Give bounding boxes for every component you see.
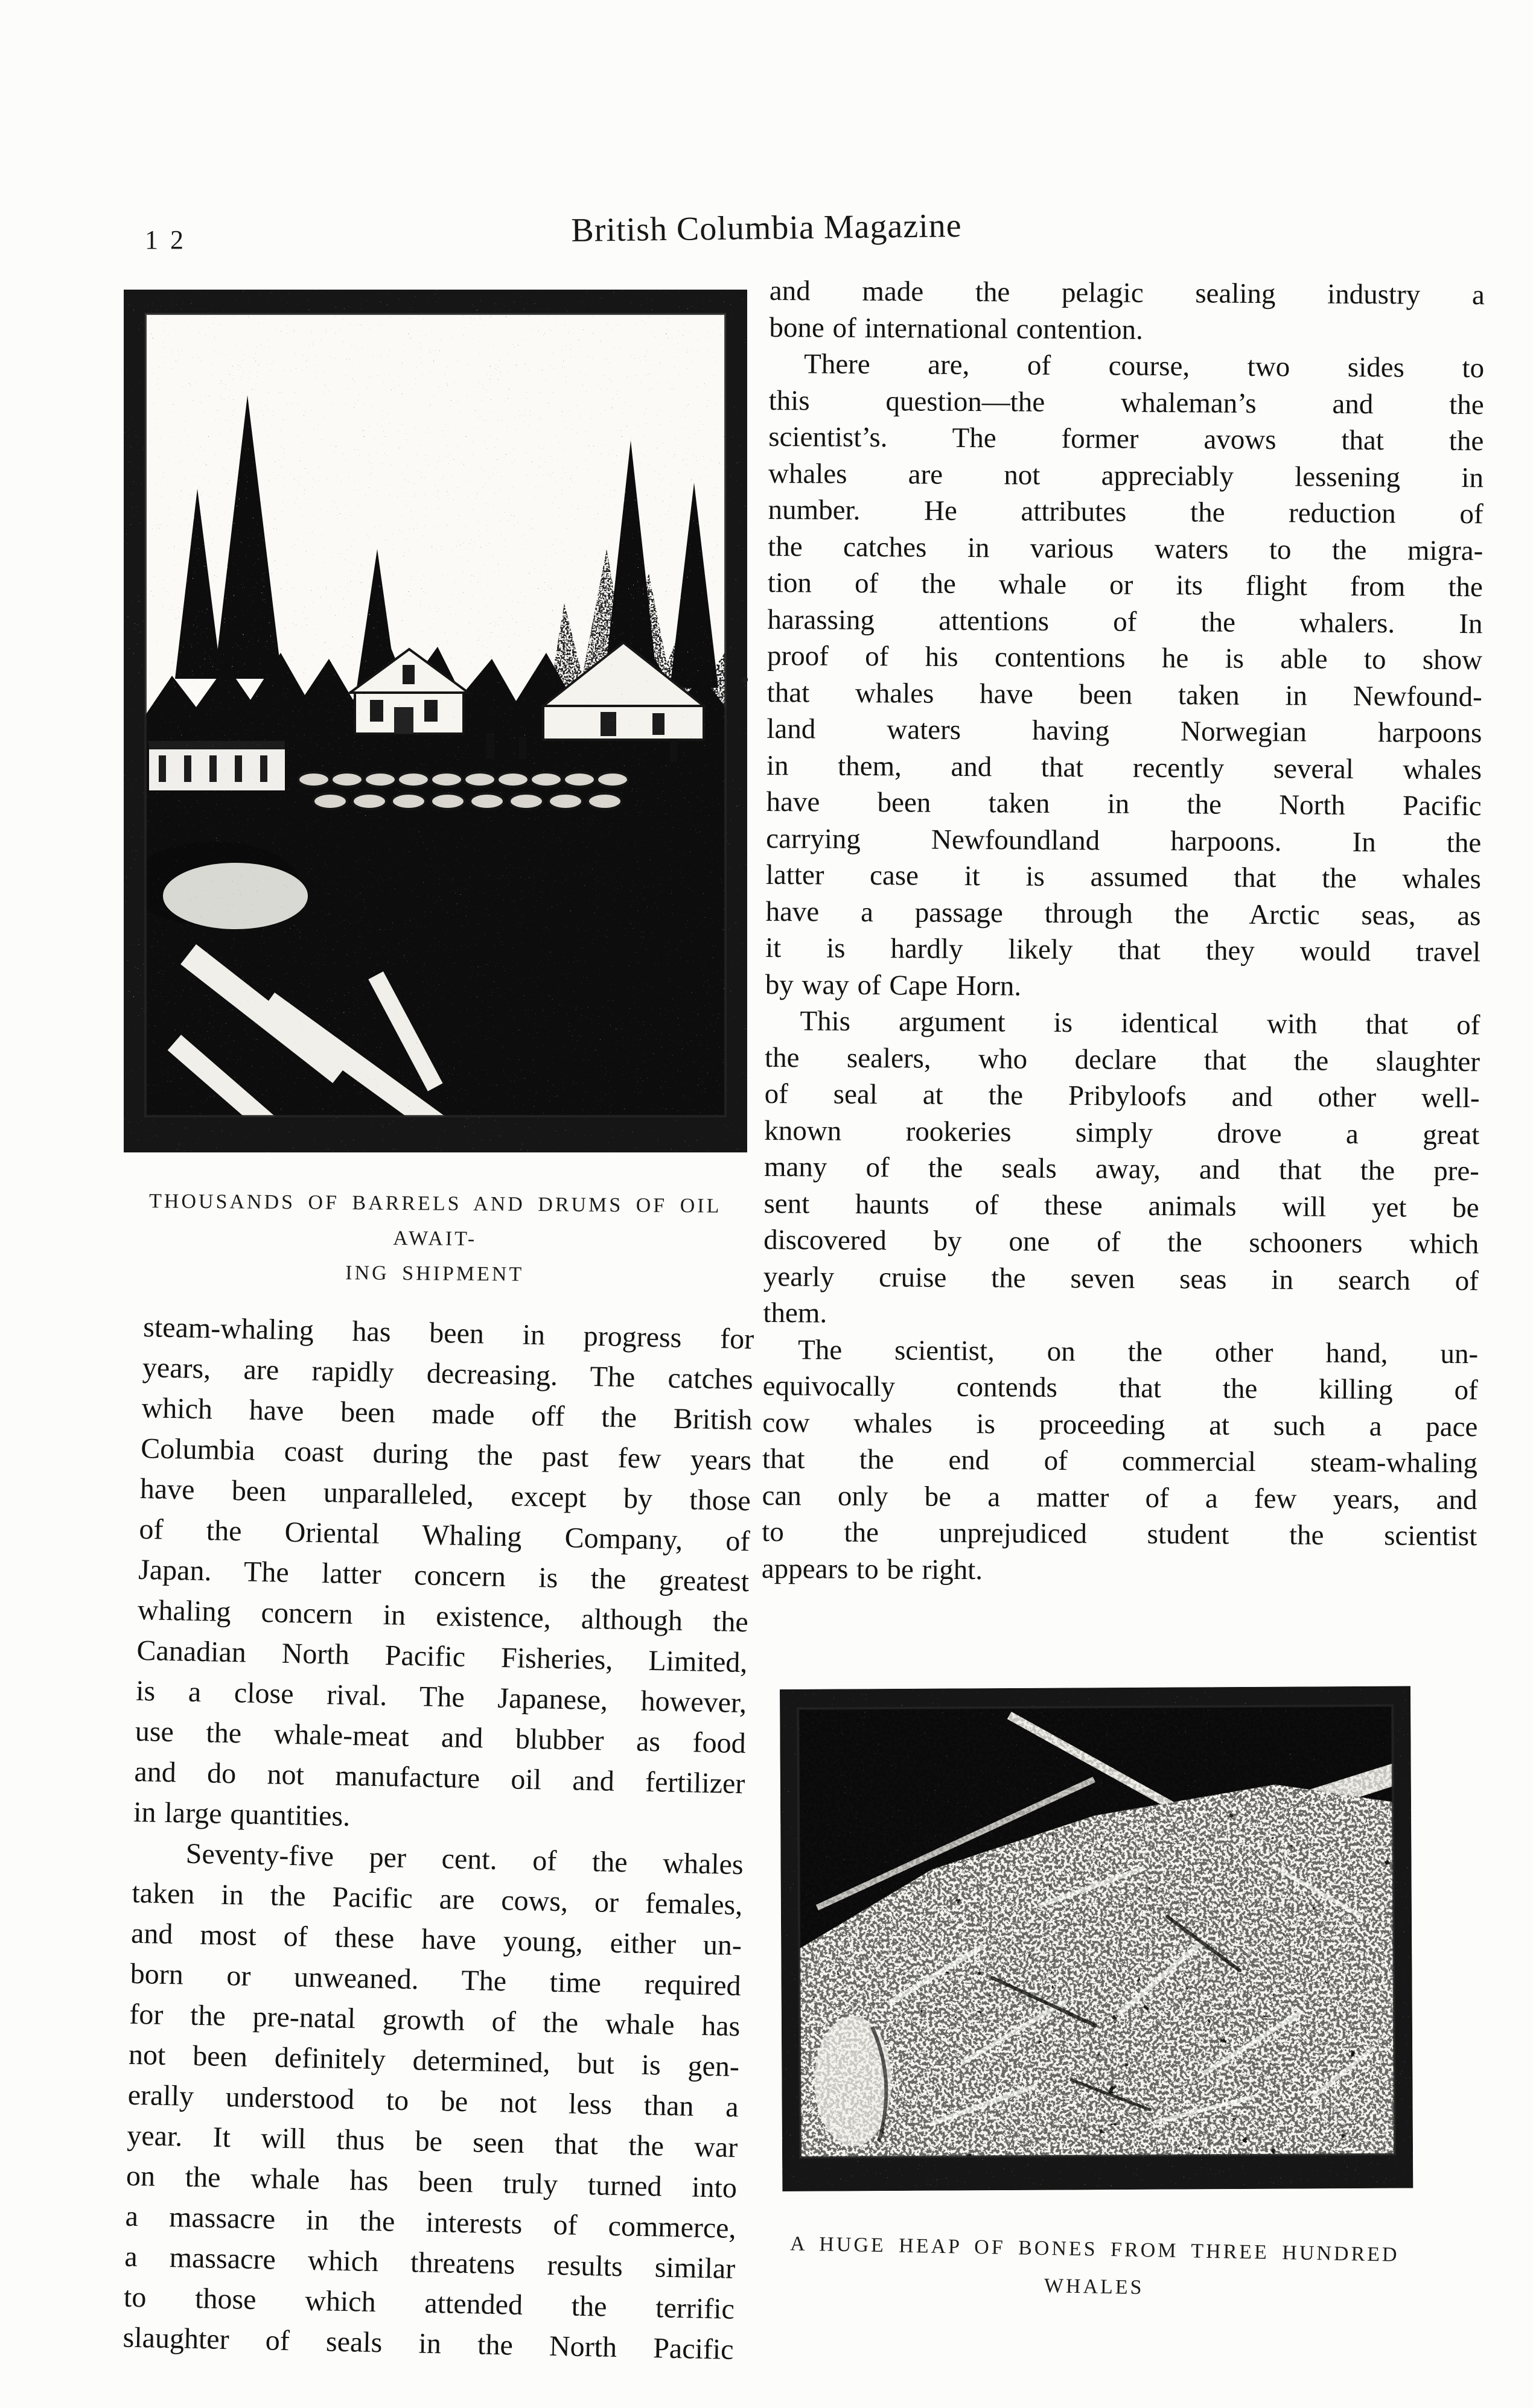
- text-line: Columbia coast during the past few years: [140, 1432, 752, 1477]
- bone-heap-image: [780, 1686, 1413, 2191]
- text-line: tion of the whale or its flight from the: [767, 567, 1483, 603]
- bone-heap-photo: [780, 1686, 1413, 2191]
- photo-caption-bones: [779, 2225, 1410, 2311]
- text-line: sent haunts of these animals will yet be: [763, 1187, 1479, 1224]
- text-line: cow whales is proceeding at such a pace: [762, 1406, 1478, 1443]
- text-line: carrying Newfoundland harpoons. In the: [766, 822, 1482, 859]
- text-line: can only be a matter of a few years, and: [762, 1479, 1477, 1516]
- page-title: British Columbia Magazine: [571, 207, 962, 249]
- text-line: year. It will thus be seen that the war: [126, 2119, 738, 2164]
- text-line: This argument is identical with that of: [800, 1005, 1480, 1041]
- text-line: for the pre-natal growth of the whale has: [129, 1998, 741, 2043]
- paragraph: [133, 1307, 754, 1844]
- text-line: and do not manufacture oil and fertilizer: [134, 1755, 745, 1800]
- text-line: land waters having Norwegian harpoons: [766, 713, 1482, 749]
- text-line: have been unparalleled, except by those: [139, 1472, 751, 1517]
- text-line: bone of international contention.: [769, 311, 1144, 346]
- text-line: to those which attended the terrific: [123, 2281, 735, 2325]
- text-line: the catches in various waters to the migra-: [768, 530, 1484, 567]
- text-line: harassing attentions of the whalers. In: [767, 603, 1483, 640]
- text-line: have a passage through the Arctic seas, as: [765, 895, 1481, 932]
- text-line: it is hardly likely that they would travel: [765, 932, 1481, 968]
- text-line: appears to be right.: [761, 1552, 983, 1586]
- text-line: Canadian North Pacific Fisheries, Limited,: [136, 1634, 748, 1679]
- text-line: years, are rapidly decreasing. The catches: [142, 1351, 754, 1396]
- text-line: whaling concern in existence, although the: [137, 1593, 749, 1639]
- right-column-text: [762, 273, 1485, 1591]
- text-line: and made the pelagic sealing industry a: [769, 275, 1485, 311]
- text-line: The scientist, on the other hand, un-: [797, 1333, 1479, 1370]
- text-line: Seventy-five per cent. of the whales: [185, 1837, 744, 1881]
- text-line: in large quantities.: [133, 1796, 351, 1833]
- text-line: a massacre in the interests of commerce,: [125, 2200, 737, 2245]
- text-line: born or unweaned. The time required: [130, 1957, 742, 2003]
- text-line: taken in the Pacific are cows, or females,: [131, 1876, 743, 1922]
- text-line: equivocally contends that the killing of: [762, 1370, 1478, 1406]
- paragraph: [123, 1832, 744, 2370]
- text-line: use the whale-meat and blubber as food: [135, 1715, 747, 1760]
- whaling-station-photo: [124, 290, 747, 1152]
- paragraph: [762, 1331, 1479, 1591]
- text-line: whales are not appreciably lessening in: [768, 457, 1484, 494]
- paragraph: [769, 273, 1485, 350]
- text-line: that whales have been taken in Newfound-: [766, 676, 1482, 713]
- text-line: of the Oriental Whaling Company, of: [139, 1513, 750, 1558]
- text-line: steam-whaling has been in progress for: [142, 1310, 754, 1356]
- text-line: the sealers, who declare that the slaughter: [764, 1041, 1480, 1078]
- left-column-text: [123, 1307, 754, 2370]
- text-line: on the whale has been truly turned into: [126, 2159, 738, 2205]
- text-line: Japan. The latter concern is the greatest: [138, 1553, 750, 1598]
- whaling-station-image: [124, 290, 747, 1152]
- text-line: them.: [763, 1297, 827, 1329]
- text-line: to the unprejudiced student the scientist: [762, 1516, 1477, 1552]
- caption-line: WHALES: [1044, 2275, 1144, 2299]
- text-line: of seal at the Pribyloofs and other well-: [764, 1078, 1480, 1114]
- text-line: not been definitely determined, but is gen-: [128, 2038, 740, 2083]
- text-line: is a close rival. The Japanese, however,: [135, 1674, 747, 1720]
- text-line: erally understood to be not less than a: [127, 2079, 739, 2124]
- text-line: slaughter of seals in the North Pacific: [123, 2321, 735, 2366]
- text-line: known rookeries simply drove a great: [764, 1114, 1480, 1151]
- paragraph: [763, 1003, 1480, 1336]
- text-line: scientist’s. The former avows that the: [768, 421, 1484, 457]
- text-line: by way of Cape Horn.: [765, 968, 1022, 1002]
- text-line: which have been made off the British: [141, 1391, 753, 1437]
- text-line: this question—the whaleman’s and the: [768, 384, 1484, 421]
- caption-line: THOUSANDS OF BARRELS AND DRUMS OF OIL AWAIT-: [148, 1190, 722, 1251]
- text-line: proof of his contentions he is able to show: [766, 640, 1483, 676]
- text-line: latter case it is assumed that the whales: [765, 859, 1482, 895]
- text-line: number. He attributes the reduction of: [768, 494, 1484, 530]
- text-line: discovered by one of the schooners which: [763, 1224, 1479, 1260]
- paragraph: [765, 346, 1485, 1007]
- caption-line: ING SHIPMENT: [345, 1262, 524, 1286]
- text-line: have been taken in the North Pacific: [766, 786, 1482, 822]
- text-line: in them, and that recently several whales: [766, 749, 1482, 786]
- text-line: There are, of course, two sides to: [803, 348, 1485, 384]
- text-line: many of the seals away, and that the pre-: [763, 1151, 1480, 1187]
- photo-caption-station: [123, 1184, 747, 1294]
- text-line: that the end of commercial steam-whaling: [762, 1443, 1478, 1479]
- text-line: a massacre which threatens results similar: [124, 2240, 736, 2285]
- page-number: 12: [145, 225, 196, 255]
- caption-line: A HUGE HEAP OF BONES FROM THREE HUNDRED: [789, 2232, 1400, 2266]
- text-line: and most of these have young, either un-: [130, 1917, 742, 1962]
- text-line: yearly cruise the seven seas in search of: [763, 1260, 1479, 1297]
